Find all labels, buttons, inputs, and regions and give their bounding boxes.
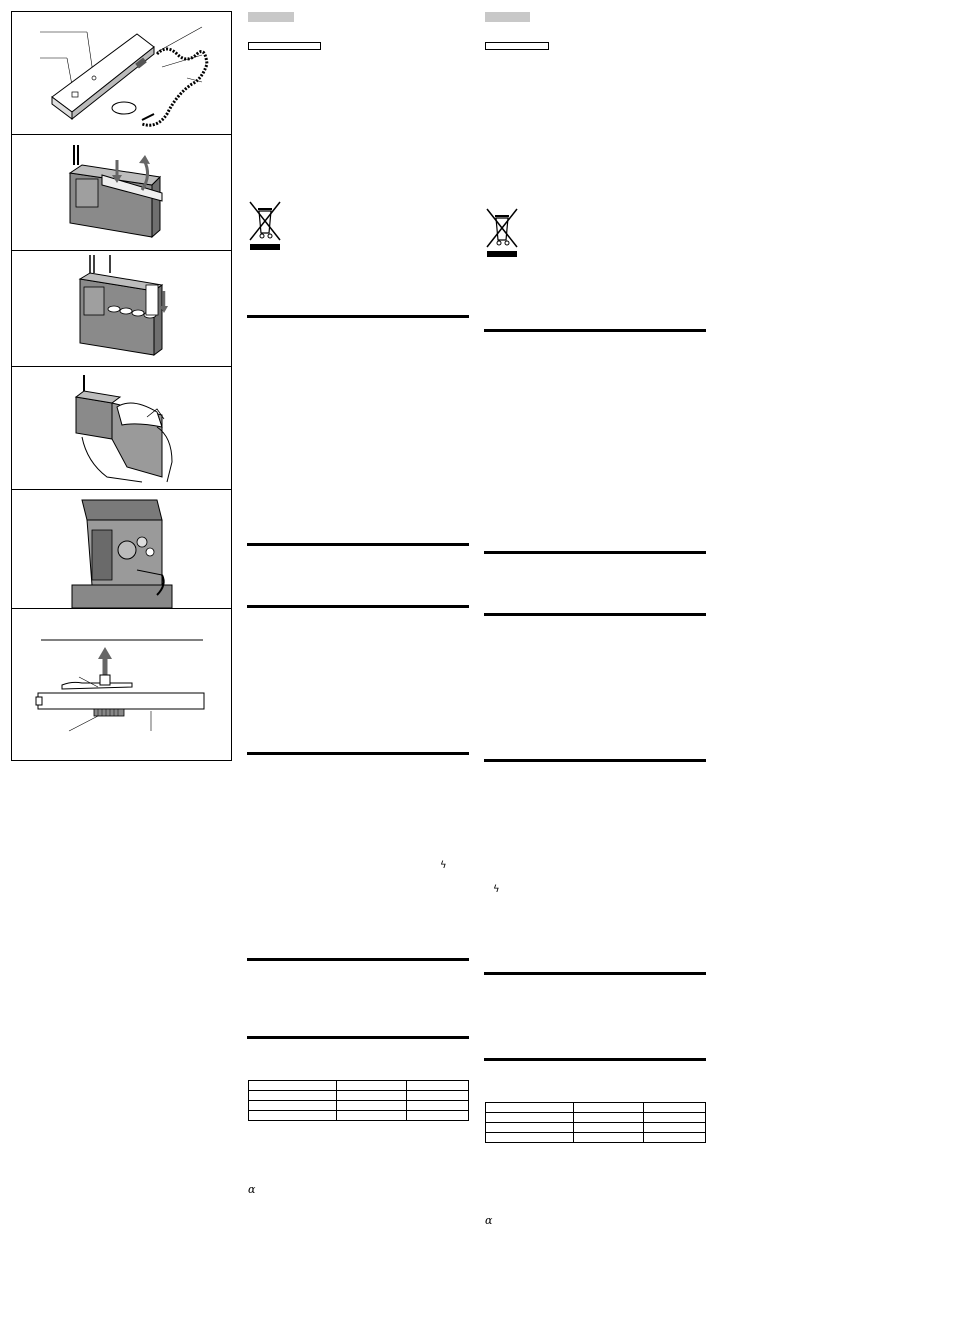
section-label-box (248, 42, 321, 50)
section-divider (484, 329, 706, 332)
language-tab (248, 12, 294, 22)
illustration-column (11, 11, 232, 761)
alpha-brand-icon: α (248, 1183, 256, 1196)
table-row (249, 1081, 469, 1091)
table-row (486, 1123, 706, 1133)
figure-battery-pack-overview (12, 12, 231, 135)
section-divider (247, 752, 469, 755)
section-divider (484, 759, 706, 762)
section-divider (247, 1036, 469, 1039)
figure-insert-batteries (12, 251, 231, 367)
table-row (249, 1111, 469, 1121)
section-divider (247, 605, 469, 608)
table-row (249, 1091, 469, 1101)
figure-close-battery-cover (12, 367, 231, 490)
section-divider (247, 543, 469, 546)
table-row (486, 1113, 706, 1123)
weee-crossed-bin-icon (485, 207, 521, 259)
section-divider (247, 958, 469, 961)
section-divider (484, 972, 706, 975)
table-row (486, 1133, 706, 1143)
section-divider (484, 613, 706, 616)
flash-symbol-icon: ϟ (493, 884, 500, 895)
spec-table (248, 1080, 469, 1121)
language-tab (485, 12, 530, 22)
figure-attach-to-flash (12, 490, 231, 609)
section-label-box (485, 42, 549, 50)
figure-open-battery-cover (12, 135, 231, 251)
table-row (486, 1103, 706, 1113)
figure-release-cross-section (12, 609, 231, 760)
alpha-brand-icon: α (485, 1214, 493, 1227)
flash-symbol-icon: ϟ (440, 860, 447, 871)
section-divider (484, 551, 706, 554)
table-row (249, 1101, 469, 1111)
weee-crossed-bin-icon (248, 200, 284, 252)
section-divider (247, 315, 469, 318)
section-divider (484, 1058, 706, 1061)
spec-table (485, 1102, 706, 1143)
